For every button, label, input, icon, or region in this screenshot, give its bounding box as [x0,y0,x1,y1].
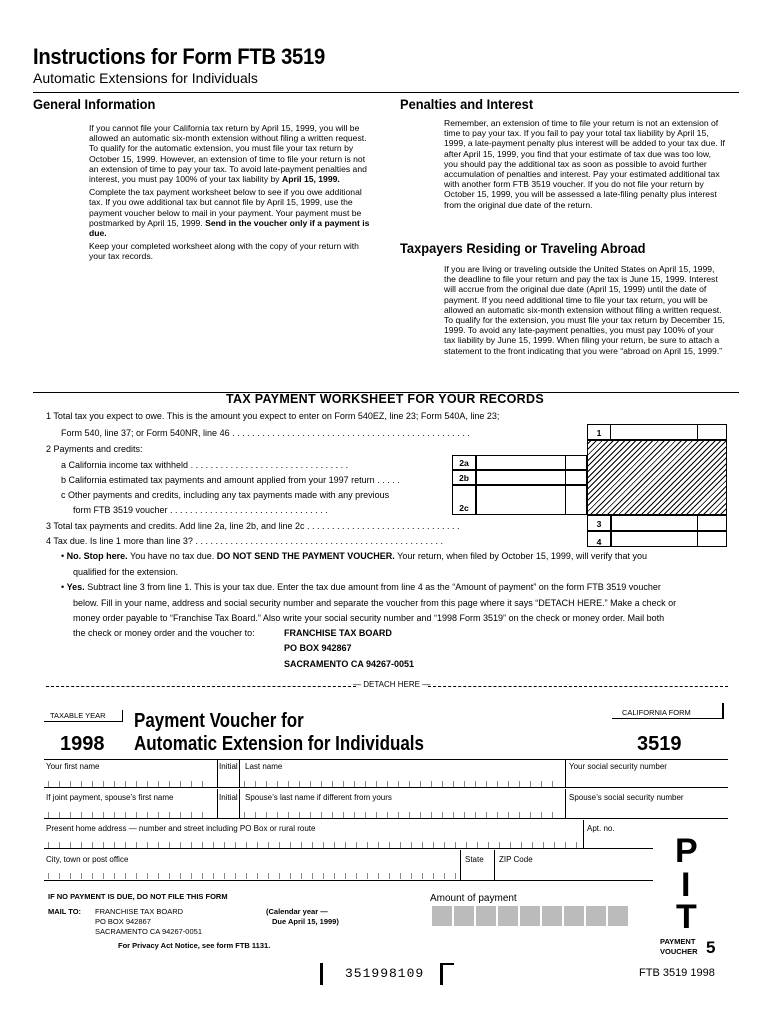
yes-line-1: • Yes. Subtract line 3 from line 1. This is your tax due. Enter the tax due amount from line 4 as the “Amount of payment” on the form FTB 3519 voucher [61,582,661,592]
no-line-1: • No. Stop here. You have no tax due. DO NOT SEND THE PAYMENT VOUCHER. Your return, when filed by October 15, 1999, will verify that you [61,551,647,561]
box-label-2b: 2b [452,470,476,485]
voucher-title-1: Payment Voucher for [134,710,304,732]
calendar-year-2: Due April 15, 1999) [272,917,339,926]
general-p3: Keep your completed worksheet along with the copy of your return with your tax records. [89,241,359,262]
pit-letter-p: P [675,832,698,870]
amount-box-2a[interactable] [476,455,587,470]
line-2c-1: c Other payments and credits, including any tax payments made with any previous [61,490,390,500]
box-label-4: 4 [587,531,611,547]
amount-digit-box[interactable] [542,906,562,926]
no-line-2: qualified for the extension. [73,567,179,577]
pit-letter-t: T [676,898,697,936]
state-label: State [465,855,484,864]
initial-label: Initial [219,762,238,771]
general-heading: General Information [33,96,156,112]
ca-form-rule [612,718,722,719]
scanline-mark-right-top [440,963,454,965]
voucher-address-3: SACRAMENTO CA 94267-0051 [95,927,202,936]
city-ticks [48,873,456,879]
general-text [89,123,372,265]
first-name-label: Your first name [46,762,100,771]
box-label-2c: 2c [452,485,476,515]
cents-divider-1 [697,424,698,440]
box-label-1: 1 [587,424,611,440]
general-p1-bold: April 15, 1999. [281,174,340,185]
page-title: Instructions for Form FTB 3519 [33,44,325,69]
cents-divider-2 [565,455,566,515]
page-subtitle: Automatic Extensions for Individuals [33,70,258,86]
amount-digit-box[interactable] [432,906,452,926]
mail-address-3: SACRAMENTO CA 94267-0051 [284,659,415,669]
mail-to-label: MAIL TO: [48,907,82,916]
amount-digit-box[interactable] [586,906,606,926]
line-2a: a California income tax withheld . . . . . . . . . . . . . . . . . . . . . . . . . . . . . . . . [61,460,349,470]
penalties-heading: Penalties and Interest [400,96,534,112]
last-name-ticks [244,781,560,787]
amount-digit-box[interactable] [498,906,518,926]
amount-digit-box[interactable] [564,906,584,926]
amount-digit-box[interactable] [520,906,540,926]
line-2: 2 Payments and credits: [46,444,143,454]
ssn-label: Your social security number [569,762,667,771]
voucher-address-1: FRANCHISE TAX BOARD [95,907,184,916]
california-form-label: CALIFORNIA FORM [622,708,691,717]
barcode-number: 351998109 [345,966,425,981]
line-1a: 1 Total tax you expect to owe. This is the amount you expect to enter on Form 540EZ, line 23; Form 540A, line 23; [46,411,500,421]
mail-address-2: PO BOX 942867 [284,643,352,653]
spouse-initial-label: Initial [219,793,238,802]
cents-divider-3 [697,515,698,547]
worksheet-title: TAX PAYMENT WORKSHEET FOR YOUR RECORDS [226,392,544,406]
privacy-notice: For Privacy Act Notice, see form FTB 1131. [118,941,271,950]
spouse-first-ticks [48,812,208,818]
box-label-3: 3 [587,515,611,531]
spouse-last-name-label: Spouse’s last name if different from yours [245,793,392,802]
address-ticks [48,842,578,848]
voucher-title-2: Automatic Extension for Individuals [134,733,424,755]
amount-of-payment-label: Amount of payment [430,893,517,904]
payment-voucher-label-1: PAYMENT [660,937,696,946]
city-label: City, town or post office [46,855,129,864]
yes-line-4: the check or money order and the voucher to: [73,628,255,638]
hatched-area [587,440,727,515]
payment-voucher-label-2: VOUCHER [660,947,698,956]
amount-box-4[interactable] [611,531,727,547]
spouse-last-ticks [244,812,560,818]
calendar-year-1: (Calendar year — [266,907,328,916]
taxable-year-tick [122,710,123,722]
form-number: 3519 [637,733,682,755]
mail-address-1: FRANCHISE TAX BOARD [284,628,392,638]
line-3: 3 Total tax payments and credits. Add line 2a, line 2b, and line 2c . . . . . . . . . . . . . . . . . . . . . . . . . . . . . . . [46,521,460,531]
scanline-mark-left [320,963,323,985]
abroad-heading: Taxpayers Residing or Traveling Abroad [400,240,646,256]
address-label: Present home address — number and street including PO Box or rural route [46,824,316,833]
detach-dash-left [46,686,356,687]
taxable-year: 1998 [60,733,105,755]
line-1b: Form 540, line 37; or Form 540NR, line 46 . . . . . . . . . . . . . . . . . . . . . . . . . . . . . . . . . . . . . . . . . . . . . . . . [61,428,470,438]
amount-digit-box[interactable] [608,906,628,926]
apt-label: Apt. no. [587,824,615,833]
general-p2-bold: Send in the voucher only if a payment is due. [89,217,370,239]
no-payment-notice: IF NO PAYMENT IS DUE, DO NOT FILE THIS FORM [48,892,228,901]
abroad-text: If you are living or traveling outside the United States on April 15, 1999, the deadline to file your return and pay the tax is June 15, 1999. Interest will accrue from the original due date (April 15, 1999) until the date of payment. If you need additional time to file your tax return, you will be allowed an automatic six-month extension without filing a written request. To qualify for the extension, you must file your tax return by December 15, 1999. To avoid any late-payment penalties, you must pay 100% of your tax liability by June 15, 1999. When filing your return, be sure to attach a statement to the front indicating that you were “abroad on April 15, 1999.” [444,264,725,356]
yes-line-2: below. Fill in your name, address and social security number and separate the voucher from this page where it says “DETACH HERE.” Make a check or [73,598,677,608]
amount-box-3[interactable] [611,515,727,531]
scanline-mark-right [440,963,443,985]
spouse-first-name-label: If joint payment, spouse’s first name [46,793,174,802]
last-name-label: Last name [245,762,283,771]
amount-digit-box[interactable] [476,906,496,926]
detach-dash-right [428,686,728,687]
form-footer: FTB 3519 1998 [639,967,715,979]
ca-form-tick [722,703,724,719]
line-2c-2: form FTB 3519 voucher . . . . . . . . . . . . . . . . . . . . . . . . . . . . . . . . [73,505,328,515]
taxable-year-rule [44,721,122,722]
taxable-year-label: TAXABLE YEAR [50,711,106,720]
pit-letter-i: I [681,866,691,904]
general-p1: If you cannot file your California tax return by April 15, 1999, you will be allowed an automatic six-month extension without filing a written request. To qualify for the automatic extension, you must file your tax return by October 15, 1999. However, an extension of time to file your return is not an extension of time to pay your tax. To avoid late-payment penalties and interest, you must pay 100% of your tax liability by [89,123,367,185]
spouse-ssn-label: Spouse’s social security number [569,793,684,802]
amount-digit-box[interactable] [454,906,474,926]
voucher-address-2: PO BOX 942867 [95,917,151,926]
box-label-2a: 2a [452,455,476,470]
detach-label: — DETACH HERE — [353,680,431,689]
general-p2: Complete the tax payment worksheet below to see if you owe additional tax. If you owe additional tax but cannot file by April 15, 1999, use the payment voucher below to mail in your payment. Your payment must be postmarked by April 15, 1999. [89,187,362,228]
penalties-text: Remember, an extension of time to file your return is not an extension of time to pay your tax. If you fail to pay your total tax liability by April 15, 1999, a late-payment penalty plus interest will be added to your tax due. If after April 15, 1999, you find that your estimate of tax due was too low, you should pay the additional tax as soon as possible to avoid further accumulation of penalties and interest. Pay your estimated additional tax with another form FTB 3519 voucher. If you do not file your return by October 15, 1999, you will be assessed a late-filing penalty plus interest from the original due date of the return. [444,118,725,210]
line-2b: b California estimated tax payments and amount applied from your 1997 return . . . . . [61,475,400,485]
amount-box-2c[interactable] [476,485,587,515]
header-rule [33,92,739,93]
zip-label: ZIP Code [499,855,533,864]
yes-line-3: money order payable to “Franchise Tax Board.” Also write your social security number and “1998 Form 3519” on the check or money order. Mail both [73,613,665,623]
amount-box-2b[interactable] [476,470,587,485]
first-name-ticks [48,781,208,787]
line-4: 4 Tax due. Is line 1 more than line 3? . . . . . . . . . . . . . . . . . . . . . . . . . . . . . . . . . . . . . . . . . . . . . . . . . . [46,536,443,546]
voucher-number: 5 [706,938,716,957]
